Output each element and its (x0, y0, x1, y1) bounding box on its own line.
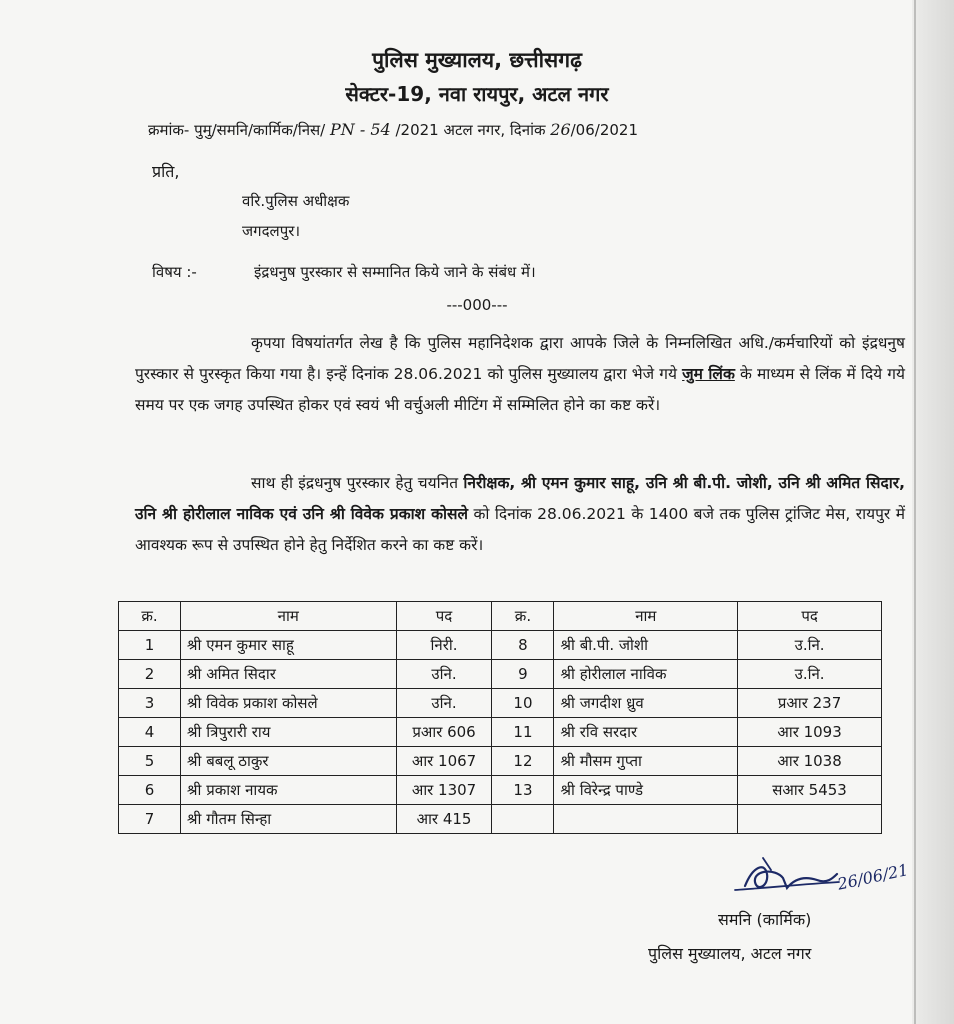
cell-rank: उ.नि. (738, 660, 882, 689)
signatory-office: पुलिस मुख्यालय, अटल नगर (648, 944, 812, 963)
zoom-link-text: जुम लिंक (682, 365, 735, 383)
cell-rank (738, 805, 882, 834)
cell-sno: 8 (492, 631, 554, 660)
awardee-table (118, 601, 882, 834)
cell-sno: 10 (492, 689, 554, 718)
office-title: पुलिस मुख्यालय, छत्तीसगढ़ (372, 48, 582, 72)
office-address: सेक्टर-19, नवा रायपुर, अटल नगर (345, 82, 609, 106)
cell-name: श्री बबलू ठाकुर (180, 747, 396, 776)
cell-sno: 7 (119, 805, 181, 834)
cell-sno: 4 (119, 718, 181, 747)
table-row (119, 776, 882, 805)
cell-rank: प्रआर 237 (738, 689, 882, 718)
para1-text-a: कृपया विषयांतर्गत लेख है कि पुलिस महानिदेशक द्वारा आपके जिले के निम्नलिखित अधि./कर्मचारियों को इंद्रधनुष पुरस्कार से पुरस्कृत किया गया है। इन्हें दिनांक 28.06.2021 को पुलिस मुख्यालय द्वारा भेजे गये (135, 334, 905, 383)
cell-name: श्री अमित सिदार (180, 660, 396, 689)
cell-name: श्री एमन कुमार साहू (180, 631, 396, 660)
cell-sno: 1 (119, 631, 181, 660)
cell-sno: 11 (492, 718, 554, 747)
separator: ---000--- (446, 296, 508, 314)
cell-name: श्री प्रकाश नायक (180, 776, 396, 805)
signature-date: 26/06/21 (835, 860, 910, 894)
ref-handwritten-number: PN - 54 (330, 120, 391, 139)
cell-rank: आर 1038 (738, 747, 882, 776)
cell-name: श्री विवेक प्रकाश कोसले (180, 689, 396, 718)
cell-rank: आर 1307 (396, 776, 492, 805)
col-header-rank: पद (396, 602, 492, 631)
to-label: प्रति, (152, 162, 180, 181)
cell-rank: आर 415 (396, 805, 492, 834)
cell-sno: 13 (492, 776, 554, 805)
paragraph-1 (135, 328, 905, 421)
cell-name: श्री त्रिपुरारी राय (180, 718, 396, 747)
table-row (119, 689, 882, 718)
col-header-rank-2: पद (738, 602, 882, 631)
para1-text-b: के माध्यम से लिंक में दिये गये समय पर एक जगह उपस्थित होकर एवं स्वयं भी वर्चुअली मीटिंग में सम्मिलित होने का कष्ट करें। (135, 365, 905, 414)
table-row (119, 805, 882, 834)
recipient-designation: वरि.पुलिस अधीक्षक (242, 192, 350, 210)
cell-name: श्री होरीलाल नाविक (554, 660, 738, 689)
cell-rank: उनि. (396, 660, 492, 689)
col-header-sno: क्र. (119, 602, 181, 631)
ref-prefix: क्रमांक- पुमु/समनि/कार्मिक/निस/ (148, 121, 326, 139)
cell-sno: 2 (119, 660, 181, 689)
cell-sno: 6 (119, 776, 181, 805)
cell-rank: सआर 5453 (738, 776, 882, 805)
col-header-name-2: नाम (554, 602, 738, 631)
cell-sno: 5 (119, 747, 181, 776)
subject-text: इंद्रधनुष पुरस्कार से सम्मानित किये जाने के संबंध में। (254, 263, 536, 281)
cell-sno (492, 805, 554, 834)
table-header-row (119, 602, 882, 631)
para2-text-b: को दिनांक 28.06.2021 के 1400 बजे तक पुलिस ट्रांजिट मेस, रायपुर में आवश्यक रूप से उपस्थित होने हेतु निर्देशित करने का कष्ट करें। (135, 505, 905, 554)
recipient-place: जगदलपुर। (242, 222, 301, 240)
cell-name: श्री विरेन्द्र पाण्डे (554, 776, 738, 805)
paragraph-2 (135, 468, 905, 561)
cell-sno: 12 (492, 747, 554, 776)
ref-handwritten-day: 26 (550, 120, 571, 139)
cell-rank: उ.नि. (738, 631, 882, 660)
cell-name (554, 805, 738, 834)
cell-name: श्री गौतम सिन्हा (180, 805, 396, 834)
cell-name: श्री बी.पी. जोशी (554, 631, 738, 660)
cell-name: श्री जगदीश ध्रुव (554, 689, 738, 718)
reference-line (148, 120, 638, 140)
cell-sno: 9 (492, 660, 554, 689)
cell-name: श्री मौसम गुप्ता (554, 747, 738, 776)
cell-rank: आर 1093 (738, 718, 882, 747)
table-row (119, 747, 882, 776)
handwritten-signature (705, 848, 925, 912)
cell-rank: निरी. (396, 631, 492, 660)
cell-rank: उनि. (396, 689, 492, 718)
para2-text-a: साथ ही इंद्रधनुष पुरस्कार हेतु चयनित (251, 474, 459, 492)
ref-date-tail: /06/2021 (570, 121, 638, 139)
col-header-name: नाम (180, 602, 396, 631)
subject-label: विषय :- (152, 263, 197, 281)
ref-middle: /2021 अटल नगर, दिनांक (395, 121, 546, 139)
cell-rank: प्रआर 606 (396, 718, 492, 747)
signatory-designation: समनि (कार्मिक) (718, 910, 812, 929)
cell-sno: 3 (119, 689, 181, 718)
table-row (119, 631, 882, 660)
awardee-names: निरीक्षक, श्री एमन कुमार साहू, उनि श्री बी.पी. जोशी, उनि श्री अमित सिदार, उनि श्री होरीलाल नाविक एवं उनि श्री विवेक प्रकाश कोसले (135, 474, 905, 523)
col-header-sno-2: क्र. (492, 602, 554, 631)
table-row (119, 660, 882, 689)
table-row (119, 718, 882, 747)
cell-rank: आर 1067 (396, 747, 492, 776)
cell-name: श्री रवि सरदार (554, 718, 738, 747)
